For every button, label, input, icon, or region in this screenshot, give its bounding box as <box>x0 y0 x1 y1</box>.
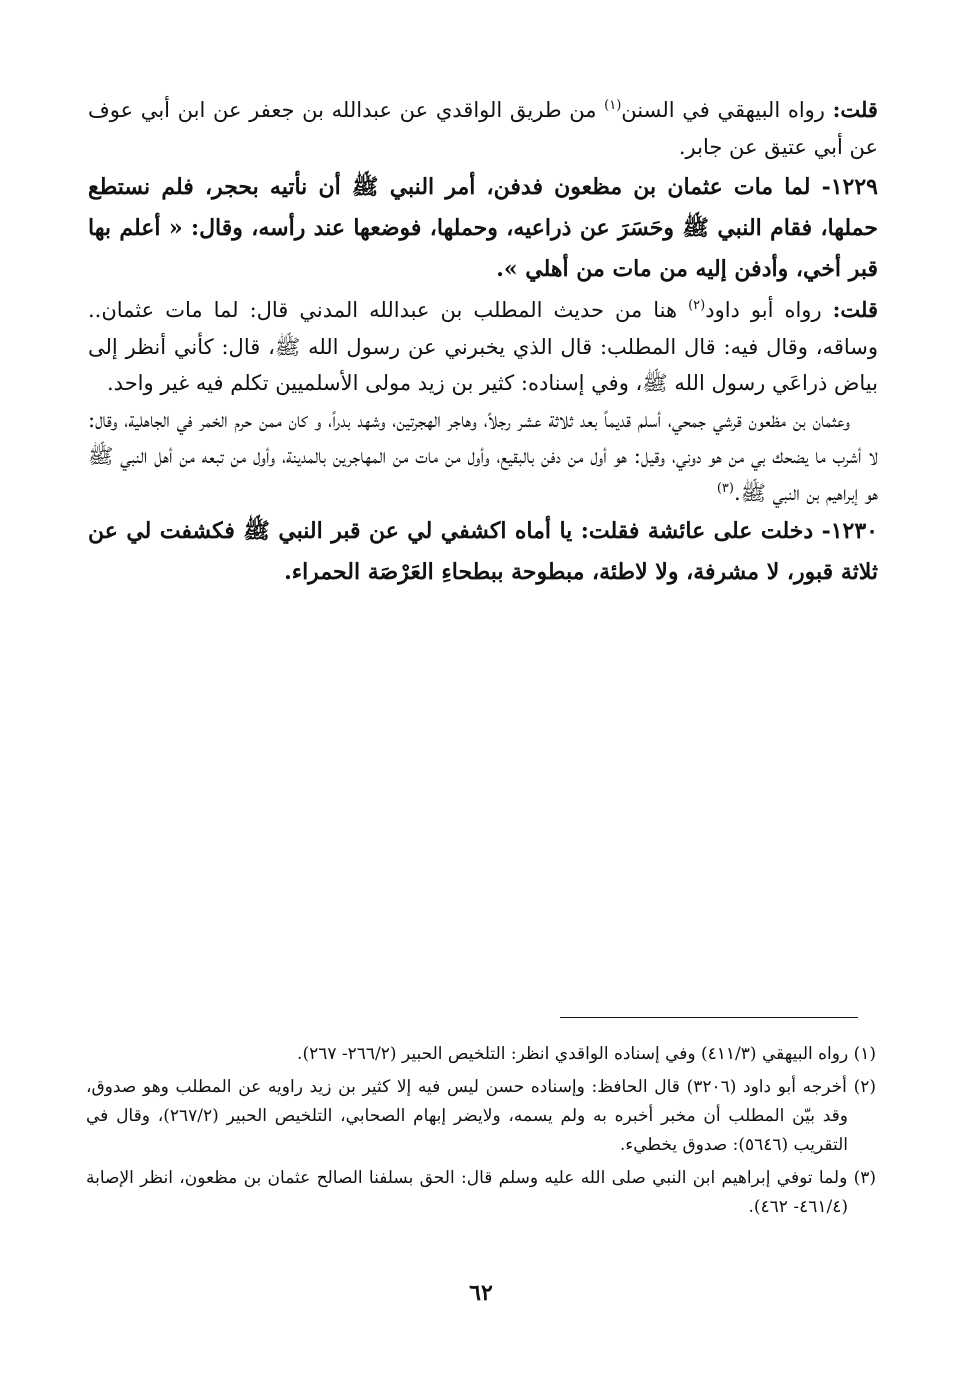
page-number: ٦٢ <box>469 1280 493 1306</box>
paragraph-lead: قلت: <box>832 97 878 122</box>
paragraph-text: رواه البيهقي في السنن <box>621 98 825 122</box>
paragraph-biography <box>88 402 878 512</box>
paragraph-text: من طريق الواقدي عن عبدالله بن جعفر عن ابن أبي عوف عن أبي عتيق عن جابر. <box>88 98 878 159</box>
footnote-ref: (٢) <box>688 298 706 313</box>
footnote-1: (١) رواه البيهقي (٤١١/٣) وفي إسناده الواقدي انظر: التلخيص الحبير (٢٦٦/٢- ٢٦٧). <box>297 1044 876 1064</box>
paragraph-text: هنا من حديث المطلب بن عبدالله المدني قال: لما مات عثمان.. وساقه، وقال فيه: قال المطلب: قال الذي يخبرني عن رسول الله ﷺ، قال: كأني أنظر إلى بياض ذراعَي رسول الله ﷺ، وفي إسناده: كثير بن زيد مولى الأسلميين تكلم فيه غير واحد. <box>88 298 878 395</box>
paragraph-note-2 <box>88 292 878 402</box>
hadith-1230: ١٢٣٠- دخلت على عائشة فقلت: يا أماه اكشفي لي عن قبر النبي ﷺ فكشفت لي عن ثلاثة قبور، لا مشرفة، ولا لاطئة، مبطوحة ببطحاءِ العَرْصَة الحمراء. <box>88 518 878 585</box>
footnote-ref: (٣) <box>716 480 734 496</box>
paragraph-note-1 <box>88 92 878 165</box>
footnotes <box>86 1040 876 1226</box>
paragraph-lead: قلت: <box>832 297 878 322</box>
paragraph-text: رواه أبو داود <box>705 298 822 322</box>
footnote-separator <box>560 1017 858 1018</box>
hadith-1229: ١٢٢٩- لما مات عثمان بن مظعون فدفن، أمر النبي ﷺ أن نأتيه بحجر، فلم نستطع حملها، فقام النبي ﷺ وحَسَرَ عن ذراعيه، وحملها، فوضعها عند رأسه، وقال: « أعلم بها قبر أخي، وأدفن إليه من مات من أهلي ». <box>88 174 878 282</box>
main-text <box>88 92 878 593</box>
footnote-2: (٢) أخرجه أبو داود (٣٢٠٦) قال الحافظ: وإسناده حسن ليس فيه إلا كثير بن زيد راويه عن المطلب وهو صدوق، وقد بيّن المطلب أن مخبر أخبره به ولم يسمه، ولايضر إبهام الصحابي، التلخيص الحبير (٢٦٧/٢)، وقال في التقريب (٥٦٤٦): صدوق يخطيء. <box>86 1077 876 1155</box>
footnote-ref: (١) <box>604 98 622 113</box>
paragraph-text: وعثمان بن مظعون قرشي جمحي، أسلم قديماً بعد ثلاثة عشر رجلاً، وهاجر الهجرتين، وشهد بدراً، و كان ممن حرم الخمر في الجاهلية، وقال: لا أشرب ما يضحك بي من هو دوني، وقيل: هو أول من دفن بالبقيع، وأول من مات من المهاجرين بالمدينة، وأول من تبعه من أهل النبي ﷺ هو إبراهيم بن النبي ﷺ. <box>88 407 878 505</box>
footnote-3: (٣) ولما توفي إبراهيم ابن النبي صلى الله عليه وسلم قال: الحق بسلفنا الصالح عثمان بن مظعون، انظر الإصابة (٤٦١/٤- ٤٦٢). <box>86 1168 876 1217</box>
